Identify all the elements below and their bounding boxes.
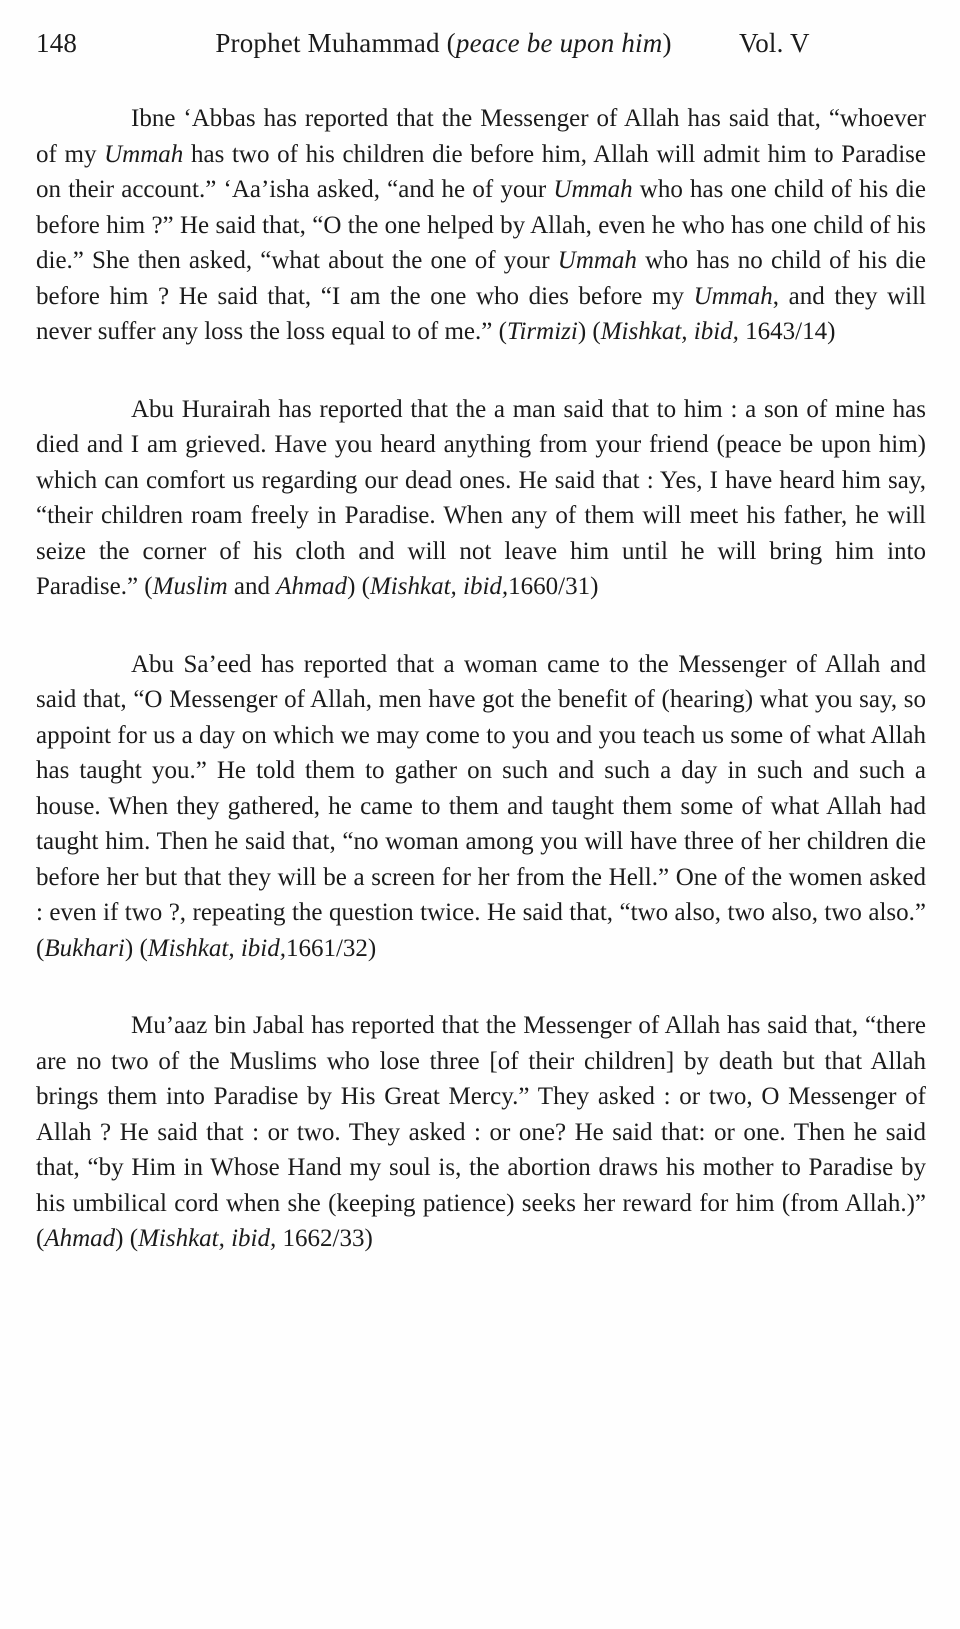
text-segment: Mishkat, ibid, [147,934,286,962]
text-segment: Bukhari [44,934,125,962]
text-segment: peace be upon him [455,28,663,58]
text-segment: Ahmad [44,1225,116,1252]
text-segment: , and they will never suffer any loss the loss equal to of me.” ( [36,282,926,345]
text-segment: Mishkat, ibid, [600,318,739,345]
text-segment: Abu Hurairah has reported that the a man said that to him : a son of mine has died and I am grieved. Have you heard anything from your friend (peace be upon him) which can comfort us regarding our dead ones. He said that : Yes, I have heard him say, “their children roam freely in Paradise. When any of them will meet his father, he will seize the corner of his cloth and will not leave him until he will bring him into Paradise.” ( [36,395,926,600]
text-segment: Ummah [693,282,773,310]
text-segment: ) ( [124,934,148,962]
text-segment: and [227,573,277,600]
text-segment: ) [662,28,672,58]
text-segment: ) ( [115,1225,139,1252]
text-segment: Mishkat, ibid, [369,573,509,600]
text-segment: ) ( [577,318,601,345]
page-number: 148 [36,28,78,58]
page-title [166,28,721,59]
text-segment: 1661/32) [285,934,377,962]
text-segment: Ahmad [276,573,348,600]
text-segment: Ibne ‘Abbas has reported that the Messenger of Allah has said that, “whoever of my [36,105,926,168]
text-segment: Mishkat, ibid, [138,1225,277,1252]
text-segment: who has one child of his die before him ?” He said that, “O the one helped by Allah, even he who has one child of his die.” She then asked, “what about the one of your [36,176,926,274]
text-segment: Abu Sa’eed has reported that a woman came to the Messenger of Allah and said that, “O Messenger of Allah, men have got the benefit of (hearing) what you say, so appoint for us a day on which we may come to you and you teach us some of what Allah has taught you.” He told them to gather on such and such a day in such and such a house. When they gathered, he came to them and taught them some of what Allah had taught him. Then he said that, “no woman among you will have three of her children die before her but that they will be a screen for her from the Hell.” One of the women asked : even if two ?, repeating the question twice. He said that, “two also, two also, two also.” ( [36,650,926,962]
text-segment: Ummah [557,247,637,274]
text-segment: 1643/14) [738,318,836,345]
text-segment: 1662/33) [276,1225,373,1252]
text-segment: Muslim [152,573,228,600]
text-segment: Tirmizi [506,318,578,345]
volume-label: Vol. V [739,28,810,58]
text-segment: Mu’aaz bin Jabal has reported that the Messenger of Allah has said that, “there are no two of the Muslims who lose three [of their children] by death but that Allah brings them into Paradise by His Great Mercy.” They asked : or two, O Messenger of Allah ? He said that : or two. They asked : or one? He said that: or one. Then he said that, “by Him in Whose Hand my soul is, the abortion draws his mother to Paradise by his umbilical cord when she (keeping patience) seeks her reward for him (from Allah.)” ( [36,1012,926,1252]
text-segment: 1660/31) [508,573,599,600]
text-segment: ) ( [347,573,370,600]
paragraph [36,1008,926,1257]
text-segment: who has no child of his die before him ? He said that, “I am the one who dies before my [36,247,926,310]
text-segment: Prophet Muhammad ( [215,28,456,58]
text-segment: Ummah [104,140,184,168]
paragraph [36,101,926,350]
text-segment: has two of his children die before him, Allah will admit him to Paradise on their account.” ‘Aa’isha asked, “and he of your [36,140,926,203]
paragraph [36,392,926,605]
page-header [36,28,926,59]
text-segment: Ummah [553,176,633,203]
page-body [36,101,926,1257]
paragraph [36,647,926,967]
